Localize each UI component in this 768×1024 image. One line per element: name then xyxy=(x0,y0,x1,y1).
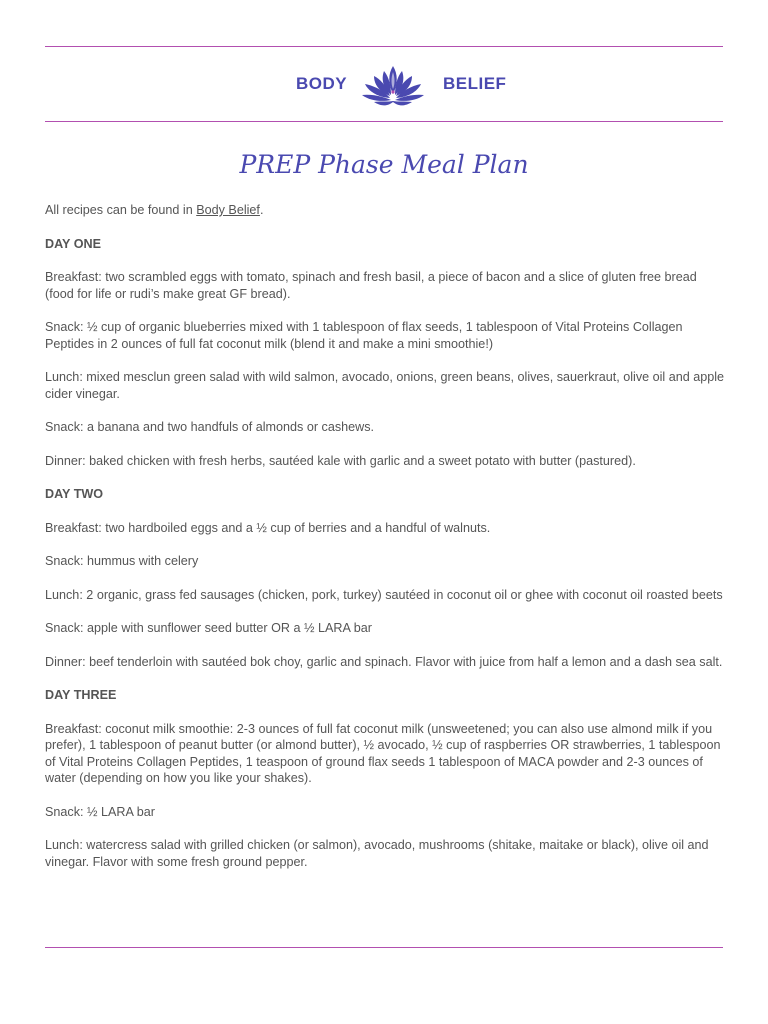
day-one-heading: DAY ONE xyxy=(45,236,101,251)
intro-suffix: . xyxy=(259,203,264,217)
meal-plan-content xyxy=(45,202,725,887)
brand-header xyxy=(0,60,768,110)
day-two-snack-2: Snack: apple with sunflower seed butter OR a ½ LARA bar xyxy=(45,621,372,635)
top-divider xyxy=(45,46,723,47)
day-one-lunch: Lunch: mixed mesclun green salad with wild salmon, avocado, onions, green beans, olives, sauerkraut, olive oil and apple cider vinegar. xyxy=(45,370,725,401)
brand-word-belief: BELIEF xyxy=(443,74,507,93)
day-three-breakfast: Breakfast: coconut milk smoothie: 2-3 ounces of full fat coconut milk (unsweetened; you can also use almond milk if you prefer), 1 tablespoon of peanut butter (or almond butter), ½ avocado, ½ cup of raspberries OR strawberries, 1 tablespoon of Vital Proteins Collagen Peptides, 1 teaspoon of ground flax seeds 1 tablespoon of MACA powder and 2-3 ounces of water (depending on how you like your shakes). xyxy=(45,721,721,785)
lotus-icon xyxy=(360,62,426,110)
day-three-heading: DAY THREE xyxy=(45,688,117,702)
day-one-dinner: Dinner: baked chicken with fresh herbs, sautéed kale with garlic and a sweet potato with butter (pastured). xyxy=(45,453,636,468)
day-three-snack: Snack: ½ LARA bar xyxy=(45,804,155,819)
day-one-snack-1: Snack: ½ cup of organic blueberries mixed with 1 tablespoon of flax seeds, 1 tablespoon of Vital Proteins Collagen Peptides in 2 ounces of full fat coconut milk (blend it and make a mini smoothie!) xyxy=(45,320,683,351)
body-belief-link[interactable]: Body Belief xyxy=(196,203,260,217)
footer-divider xyxy=(45,947,723,948)
day-one-breakfast: Breakfast: two scrambled eggs with tomato, spinach and fresh basil, a piece of bacon and a slice of gluten free bread (food for life or rudi’s make great GF bread). xyxy=(45,270,697,301)
day-one-snack-2: Snack: a banana and two handfuls of almonds or cashews. xyxy=(45,420,375,434)
day-two-heading: DAY TWO xyxy=(45,487,104,501)
day-three-lunch: Lunch: watercress salad with grilled chicken (or salmon), avocado, mushrooms (shitake, maitake or black), olive oil and vinegar. Flavor with some fresh ground pepper. xyxy=(45,838,709,869)
intro-text xyxy=(45,202,725,219)
brand-word-body: BODY xyxy=(296,74,348,93)
day-two-breakfast: Breakfast: two hardboiled eggs and a ½ cup of berries and a handful of walnuts. xyxy=(45,520,491,535)
intro-prefix: All recipes can be found in xyxy=(45,203,197,217)
day-two-lunch: Lunch: 2 organic, grass fed sausages (chicken, pork, turkey) sautéed in coconut oil or ghee with coconut oil roasted beets xyxy=(45,587,723,602)
page-title: PREP Phase Meal Plan xyxy=(239,150,529,179)
day-two-snack-1: Snack: hummus with celery xyxy=(45,554,199,568)
header-divider xyxy=(45,121,723,122)
day-two-dinner: Dinner: beef tenderloin with sautéed bok choy, garlic and spinach. Flavor with juice from half a lemon and a dash sea salt. xyxy=(45,654,723,669)
